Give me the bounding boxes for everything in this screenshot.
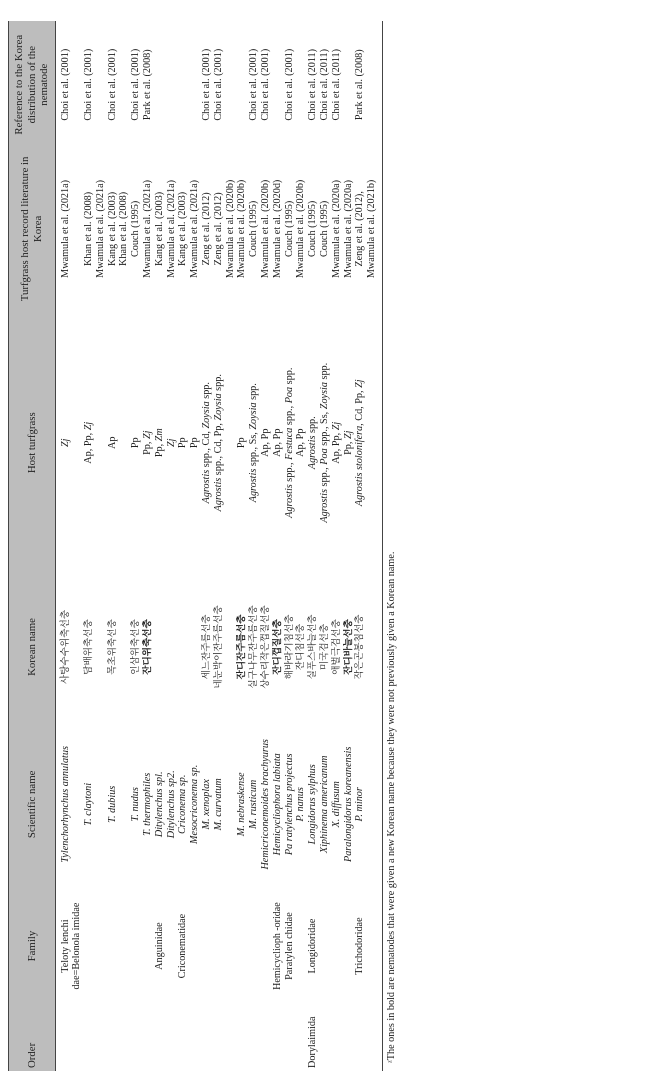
table-row: [260, 21, 272, 1071]
cell-literature: Khan et al. (2008): [118, 191, 130, 266]
cell-scientific-name: Hemicycliophora labiata: [271, 753, 283, 856]
nematode-table: [8, 21, 383, 1071]
table-row: [83, 21, 95, 1071]
cell-host-turfgrass: [118, 309, 130, 576]
cell-scientific-name: M. nebraskense: [236, 772, 248, 837]
cell-family: [225, 891, 237, 1002]
cell-reference: [343, 21, 355, 148]
cell-korean-name: [95, 576, 107, 718]
cell-korean-name: 잔디위축선충: [142, 619, 154, 675]
cell-scientific-name: X. diffusum: [330, 781, 342, 828]
cell-host-turfgrass: Pp: [177, 437, 189, 449]
cell-korean-name: 실구나무잔주름선충: [248, 605, 260, 689]
cell-literature: Mwamula et al. (2021b): [366, 148, 382, 309]
cell-family: [118, 891, 130, 1002]
cell-order: [55, 1001, 83, 1071]
cell-order: [118, 1001, 130, 1071]
cell-reference: [225, 21, 237, 148]
cell-reference: Choi et al. (2001): [283, 48, 295, 121]
footnote-area: [383, 21, 399, 1071]
cell-korean-name: 작은곤봉침선충: [354, 614, 366, 680]
table-row: [319, 21, 331, 1071]
cell-scientific-name: [118, 718, 130, 891]
cell-family: [343, 891, 355, 1002]
table-row: [130, 21, 142, 1071]
table-row: [307, 21, 319, 1071]
cell-korean-name: 네눈박이잔주름선충: [212, 605, 224, 689]
cell-korean-name: 세느잔주름선충: [201, 614, 213, 680]
cell-korean-name: 사탕수수위축선충: [59, 609, 71, 685]
table-row: [272, 21, 284, 1071]
cell-reference: Choi et al. (2011): [307, 48, 319, 121]
cell-family: [83, 891, 95, 1002]
table-row: [201, 21, 213, 1071]
cell-order: [166, 1001, 178, 1071]
cell-host-turfgrass: Pp: [130, 437, 142, 449]
table-row: [354, 21, 366, 1071]
cell-reference: Choi et al. (2001): [201, 48, 213, 121]
cell-reference: Choi et al. (2001): [248, 48, 260, 121]
header-order: Order: [9, 1001, 56, 1071]
cell-korean-name: [189, 576, 201, 718]
cell-korean-name: 잔디침선충: [295, 623, 307, 671]
cell-host-turfgrass: [225, 309, 237, 576]
cell-scientific-name: Tylenchorhynchus annulatus: [59, 746, 71, 863]
cell-reference: Park et al. (2008): [354, 49, 366, 121]
cell-host-turfgrass: Agrostis spp., Cd, Pp, Zoysia spp.: [212, 374, 224, 512]
cell-literature: Kang et al. (2003): [106, 191, 118, 266]
cell-reference: Choi et al. (2001): [106, 48, 118, 121]
cell-host-turfgrass: Agrostis spp., Cd, Zoysia spp.: [201, 382, 213, 504]
cell-korean-name: 애벌극검선충: [330, 619, 342, 675]
cell-host-turfgrass: Ap, Pp, Zj: [330, 421, 342, 464]
cell-scientific-name: T. thermophiles: [142, 772, 154, 836]
cell-scientific-name: Xiphinema americanum: [319, 755, 331, 854]
cell-literature: Kang et al. (2003): [177, 191, 189, 266]
cell-family: [248, 891, 260, 1002]
table-row: [107, 21, 119, 1071]
cell-host-turfgrass: Agrostis spp., Festuca spp., Poa spp.: [283, 367, 295, 518]
cell-host-turfgrass: Zj: [59, 438, 71, 447]
cell-literature: Couch (1995): [307, 200, 319, 258]
cell-literature: Mwamula et al. (2020a): [342, 179, 354, 278]
cell-literature: Mwamula et al. (2021a): [189, 179, 201, 278]
cell-order: Dorylaimida: [307, 1016, 319, 1068]
cell-scientific-name: [225, 718, 237, 891]
cell-host-turfgrass: [95, 309, 107, 576]
cell-literature: Zeng et al. (2012): [201, 192, 213, 266]
cell-host-turfgrass: Agrostis spp.: [307, 416, 319, 470]
cell-literature: Couch (1995): [319, 200, 331, 258]
cell-family: [319, 891, 331, 1002]
cell-host-turfgrass: Ap, Pp, Zj: [83, 421, 95, 464]
cell-family: [366, 891, 382, 1002]
header-scientific-name: Scientific name: [9, 718, 56, 891]
cell-host-turfgrass: Pp: [236, 437, 248, 449]
cell-scientific-name: Criconema sp.: [177, 774, 189, 835]
cell-reference: Choi et al. (2001): [260, 48, 272, 121]
cell-reference: Park et al. (2008): [142, 49, 154, 121]
cell-scientific-name: [95, 718, 107, 891]
cell-host-turfgrass: Agrostis spp., Ss, Zoysia spp.: [248, 383, 260, 503]
cell-family: Teloty lenchi dae=Belonola imidae: [59, 902, 83, 990]
cell-literature: Mwamula et al. (2020b): [260, 179, 272, 279]
cell-family: [295, 891, 307, 1002]
cell-order: [260, 1001, 272, 1071]
cell-scientific-name: P. nanus: [295, 787, 307, 822]
cell-order: [236, 1001, 248, 1071]
cell-literature: Mwamula et al. (2020b): [224, 179, 236, 279]
table-row: [177, 21, 189, 1071]
cell-scientific-name: Paralongidorus koreanensis: [342, 746, 354, 863]
cell-host-turfgrass: Pp, Zj: [142, 430, 154, 455]
cell-reference: Choi et al. (2011): [319, 48, 331, 121]
cell-order: [95, 1001, 107, 1071]
cell-scientific-name: M. rusticum: [248, 779, 260, 829]
cell-family: [236, 891, 248, 1002]
cell-scientific-name: Longidorus sylphus: [307, 764, 319, 845]
cell-host-turfgrass: Pp, Zj: [342, 430, 354, 455]
cell-reference: [189, 21, 201, 148]
cell-order: [142, 1001, 154, 1071]
cell-family: Longidoridae: [307, 918, 319, 974]
header-host-turfgrass: Host turfgrass: [9, 309, 56, 576]
cell-order: [107, 1001, 119, 1071]
cell-reference: [236, 21, 248, 148]
header-reference: Reference to the Korea distribution of the nematode: [9, 21, 56, 148]
table-header-row: [9, 21, 56, 1071]
cell-korean-name: 목초위축선충: [106, 619, 118, 675]
cell-scientific-name: T. nudus: [130, 787, 142, 822]
cell-order: [225, 1001, 237, 1071]
cell-host-turfgrass: Agrostis spp., Poa spp., Ss, Zoysia spp.: [319, 362, 331, 523]
cell-scientific-name: T. claytoni: [83, 782, 95, 826]
cell-korean-name: [366, 576, 382, 718]
cell-reference: [95, 21, 107, 148]
cell-family: Criconematidae: [177, 913, 189, 979]
cell-korean-name: 잔디바늘선충: [342, 619, 354, 675]
cell-reference: [154, 21, 166, 148]
cell-reference: Choi et al. (2001): [130, 48, 142, 121]
cell-scientific-name: M. curvatum: [212, 778, 224, 831]
cell-korean-name: [154, 576, 166, 718]
cell-host-turfgrass: Pp, Zm: [153, 428, 165, 458]
cell-korean-name: 잔디잔주름선충: [236, 614, 248, 680]
cell-korean-name: 인삼위축선충: [130, 619, 142, 675]
cell-korean-name: 해바라기침선충: [283, 614, 295, 680]
cell-host-turfgrass: Ap: [106, 436, 118, 449]
table-row: [331, 21, 343, 1071]
cell-host-turfgrass: Zj: [165, 438, 177, 447]
cell-scientific-name: Pa ratylenchus projectus: [283, 753, 295, 856]
cell-host-turfgrass: Pp: [189, 437, 201, 449]
cell-literature: Mwamula et al. (2020a): [330, 179, 342, 278]
cell-scientific-name: Ditylenchus spl.: [153, 771, 165, 838]
cell-host-turfgrass: [366, 309, 382, 576]
cell-scientific-name: Hemicriconemoides brachyurus: [260, 739, 272, 870]
cell-literature: Couch (1995): [248, 200, 260, 258]
table-row: [95, 21, 107, 1071]
cell-scientific-name: T. dubius: [106, 785, 118, 823]
table-row: [213, 21, 225, 1071]
cell-korean-name: 미국검선충: [319, 623, 331, 671]
cell-order: [331, 1001, 343, 1071]
cell-reference: [366, 21, 382, 148]
cell-family: Trichodoridae: [354, 917, 366, 975]
cell-order: [354, 1001, 366, 1071]
table-row: [343, 21, 355, 1071]
table-row: [248, 21, 260, 1071]
table-row: [154, 21, 166, 1071]
cell-literature: Mwamula et al. (2021a): [59, 179, 71, 278]
cell-order: [177, 1001, 189, 1071]
cell-korean-name: 잔디껍질선충: [271, 619, 283, 675]
table-row: [284, 21, 296, 1071]
cell-order: [319, 1001, 331, 1071]
cell-scientific-name: M. xenoplax: [201, 779, 213, 830]
cell-literature: Mwamula et al. (2020b): [236, 179, 248, 279]
cell-literature: Zeng et al. (2012),: [354, 191, 366, 267]
cell-order: [154, 1001, 166, 1071]
cell-korean-name: 실푸스바늘선충: [307, 614, 319, 680]
cell-order: [343, 1001, 355, 1071]
footnote: ᶻThe ones in bold are nematodes that were given a new Korean name because they were not previously given a Korean name.: [386, 551, 398, 1063]
cell-order: [366, 1001, 382, 1071]
cell-literature: Mwamula et al. (2021a): [94, 179, 106, 278]
cell-literature: Couch (1995): [130, 200, 142, 258]
table-row: [236, 21, 248, 1071]
cell-literature: Kang et al. (2003): [153, 191, 165, 266]
table-row: [189, 21, 201, 1071]
table-row: [142, 21, 154, 1071]
cell-order: [295, 1001, 307, 1071]
cell-reference: [166, 21, 178, 148]
header-family: Family: [9, 891, 56, 1002]
table-body: [55, 21, 383, 1071]
cell-scientific-name: [366, 718, 382, 891]
cell-reference: Choi et al. (2001): [212, 48, 224, 121]
cell-korean-name: 상수리작은껍질선충: [260, 605, 272, 689]
cell-family: [107, 891, 119, 1002]
cell-family: [142, 891, 154, 1002]
cell-reference: Choi et al. (2011): [330, 48, 342, 121]
cell-literature: Couch (1995): [283, 200, 295, 258]
table-wrapper: [8, 21, 399, 1071]
cell-family: Anguinidae: [153, 922, 165, 970]
cell-reference: [295, 21, 307, 148]
header-korean-name: Korean name: [9, 576, 56, 718]
cell-host-turfgrass: Ap, Pp: [260, 428, 272, 457]
cell-order: [201, 1001, 213, 1071]
cell-order: [213, 1001, 225, 1071]
cell-korean-name: [225, 576, 237, 718]
cell-korean-name: [118, 576, 130, 718]
cell-order: [272, 1001, 284, 1071]
cell-family: [189, 891, 201, 1002]
header-literature: Turfgrass host record literature in Korea: [9, 148, 56, 309]
cell-scientific-name: Ditylenchus sp2.: [165, 770, 177, 839]
cell-literature: Mwamula et al. (2021a): [142, 179, 154, 278]
cell-family: [95, 891, 107, 1002]
cell-order: [189, 1001, 201, 1071]
cell-family: [213, 891, 225, 1002]
table-row: [295, 21, 307, 1071]
cell-scientific-name: Mesocriconema sp.: [189, 764, 201, 844]
cell-literature: Mwamula et al. (2020d): [271, 179, 283, 279]
cell-reference: [118, 21, 130, 148]
table-row: [118, 21, 130, 1071]
cell-korean-name: [177, 576, 189, 718]
cell-reference: Choi et al. (2001): [83, 48, 95, 121]
cell-family: Hemicyclioph -oridae: [271, 902, 283, 990]
cell-literature: Mwamula et al. (2020b): [295, 179, 307, 279]
cell-order: [248, 1001, 260, 1071]
cell-reference: [272, 21, 284, 148]
table-row: [55, 21, 83, 1071]
cell-host-turfgrass: Ap, Pp: [271, 428, 283, 457]
cell-literature: Mwamula et al. (2021a): [165, 179, 177, 278]
cell-family: [130, 891, 142, 1002]
cell-reference: [177, 21, 189, 148]
cell-reference: Choi et al. (2001): [59, 48, 71, 121]
cell-order: [83, 1001, 95, 1071]
table-row: [225, 21, 237, 1071]
cell-family: [331, 891, 343, 1002]
cell-order: [284, 1001, 296, 1071]
cell-literature: Khan et al. (2008): [83, 191, 95, 266]
cell-order: [130, 1001, 142, 1071]
cell-host-turfgrass: Agrostis stolonifera, Cd, Pp, Zj: [354, 379, 366, 507]
cell-korean-name: 담배위축선충: [83, 619, 95, 675]
cell-scientific-name: P. minor: [354, 787, 366, 822]
cell-host-turfgrass: Ap, Pp: [295, 428, 307, 457]
cell-korean-name: [166, 576, 178, 718]
cell-family: [201, 891, 213, 1002]
cell-family: [166, 891, 178, 1002]
cell-literature: Zeng et al. (2012): [212, 192, 224, 266]
table-row: [166, 21, 178, 1071]
cell-family: [260, 891, 272, 1002]
table-row: [366, 21, 382, 1071]
cell-family: Paratylen chidae: [283, 912, 295, 980]
